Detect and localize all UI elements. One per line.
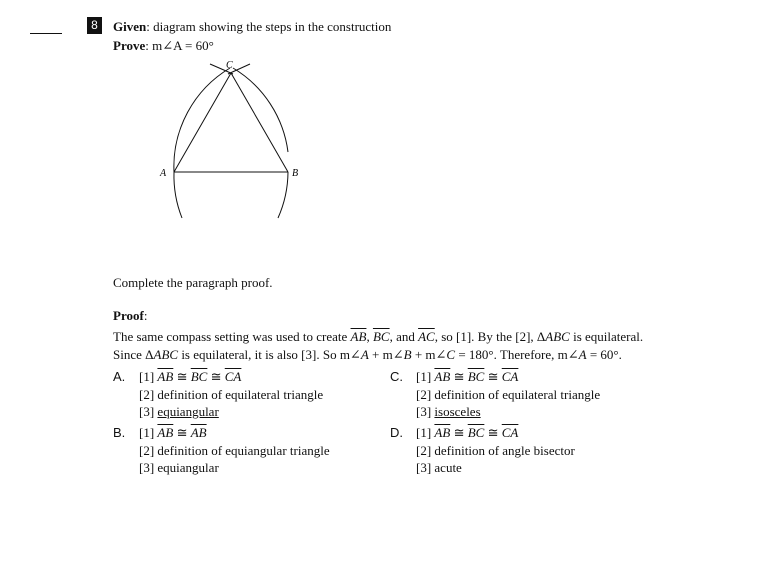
proof-text: + m∠ bbox=[368, 347, 404, 362]
choice-b-line-2: [2] definition of equiangular triangle bbox=[139, 443, 330, 458]
label-b: B bbox=[292, 168, 299, 179]
segment-ac-text: $\overline{AC}$ bbox=[418, 329, 435, 344]
congruent-symbol: ≅ bbox=[173, 425, 191, 440]
arc-centered-a-lower bbox=[278, 172, 288, 218]
triangle-name: ABC bbox=[545, 329, 570, 344]
congruent-symbol: ≅ bbox=[173, 369, 191, 384]
choice-text: [1] bbox=[416, 425, 435, 440]
segment-text: $\overline{BC}$ bbox=[467, 425, 485, 440]
proof-text: The same compass setting was used to create bbox=[113, 329, 351, 344]
segment-text: $\overline{CA}$ bbox=[224, 369, 242, 384]
choice-c-line-3 bbox=[416, 404, 481, 420]
congruent-symbol: ≅ bbox=[207, 369, 225, 384]
congruent-symbol: ≅ bbox=[484, 425, 502, 440]
congruent-symbol: ≅ bbox=[450, 425, 468, 440]
label-c: C bbox=[226, 60, 233, 71]
arc-centered-b bbox=[174, 68, 230, 172]
label-a: A bbox=[160, 168, 167, 179]
proof-line-1 bbox=[113, 329, 643, 345]
choice-d-line-3: [3] acute bbox=[416, 460, 462, 475]
segment-text: $\overline{BC}$ bbox=[467, 369, 485, 384]
given-text: : diagram showing the steps in the construction bbox=[146, 19, 392, 34]
proof-text: , bbox=[366, 329, 373, 344]
angle-name: C bbox=[446, 347, 456, 362]
proof-text: = 180°. Therefore, m∠ bbox=[455, 347, 579, 362]
answer-blank[interactable] bbox=[30, 33, 62, 34]
segment-text: $\overline{AB}$ bbox=[434, 425, 451, 440]
proof-title bbox=[113, 308, 147, 324]
given-line bbox=[113, 19, 391, 35]
proof-title-word: Proof bbox=[113, 308, 144, 323]
choice-d-line-2: [2] definition of angle bisector bbox=[416, 443, 575, 458]
prove-line bbox=[113, 38, 214, 54]
proof-text: + m∠ bbox=[411, 347, 447, 362]
choice-a-line-1 bbox=[139, 369, 241, 385]
given-label: Given bbox=[113, 19, 147, 34]
choice-text: equiangular bbox=[157, 404, 219, 419]
choice-d-line-1 bbox=[416, 425, 518, 441]
choice-text: [1] bbox=[139, 369, 158, 384]
segment-text: $\overline{AB}$ bbox=[157, 425, 174, 440]
proof-text: , so [1]. By the [2], Δ bbox=[434, 329, 546, 344]
instruction: Complete the paragraph proof. bbox=[113, 275, 273, 290]
choice-a-letter[interactable]: A. bbox=[113, 369, 126, 384]
choice-a-line-3 bbox=[139, 404, 219, 420]
segment-text: $\overline{AB}$ bbox=[190, 425, 207, 440]
choice-a-line-2: [2] definition of equilateral triangle bbox=[139, 387, 324, 402]
proof-line-2 bbox=[113, 347, 622, 363]
choice-b-line-3: [3] equiangular bbox=[139, 460, 219, 475]
question-number: 8 bbox=[87, 17, 102, 34]
triangle-name: ABC bbox=[153, 347, 179, 362]
arc-centered-b-lower bbox=[174, 172, 182, 218]
congruent-symbol: ≅ bbox=[484, 369, 502, 384]
segment-text: $\overline{CA}$ bbox=[501, 425, 519, 440]
choice-c-line-1 bbox=[416, 369, 518, 385]
congruent-symbol: ≅ bbox=[450, 369, 468, 384]
segment-text: $\overline{AB}$ bbox=[434, 369, 451, 384]
construction-diagram bbox=[150, 58, 310, 228]
segment-text: $\overline{AB}$ bbox=[157, 369, 174, 384]
choice-c-letter[interactable]: C. bbox=[390, 369, 403, 384]
choice-c-line-2: [2] definition of equilateral triangle bbox=[416, 387, 601, 402]
proof-text: = 60°. bbox=[586, 347, 622, 362]
choice-b-letter[interactable]: B. bbox=[113, 425, 126, 440]
segment-text: $\overline{BC}$ bbox=[190, 369, 208, 384]
proof-text: is equilateral, it is also [3]. So m∠ bbox=[178, 347, 361, 362]
prove-label: Prove bbox=[113, 38, 146, 53]
choice-text: [3] bbox=[416, 404, 435, 419]
choice-text: [3] bbox=[139, 404, 158, 419]
angle-name: A bbox=[578, 347, 587, 362]
segment-text: $\overline{CA}$ bbox=[501, 369, 519, 384]
segment-ab-text: $\overline{AB}$ bbox=[350, 329, 367, 344]
angle-name: A bbox=[360, 347, 369, 362]
angle-name: B bbox=[403, 347, 412, 362]
choice-b-line-1 bbox=[139, 425, 207, 441]
segment-bc-text: $\overline{BC}$ bbox=[372, 329, 390, 344]
segment-bc bbox=[231, 73, 288, 172]
arc-centered-a bbox=[233, 68, 288, 152]
choice-text: [1] bbox=[139, 425, 158, 440]
choice-d-letter[interactable]: D. bbox=[390, 425, 403, 440]
proof-title-colon: : bbox=[143, 308, 148, 323]
choice-text: [1] bbox=[416, 369, 435, 384]
proof-text: Since Δ bbox=[113, 347, 154, 362]
proof-text: is equilateral. bbox=[569, 329, 644, 344]
choice-text: isosceles bbox=[434, 404, 481, 419]
prove-text: : m∠A = 60° bbox=[145, 38, 214, 53]
proof-text: , and bbox=[389, 329, 419, 344]
